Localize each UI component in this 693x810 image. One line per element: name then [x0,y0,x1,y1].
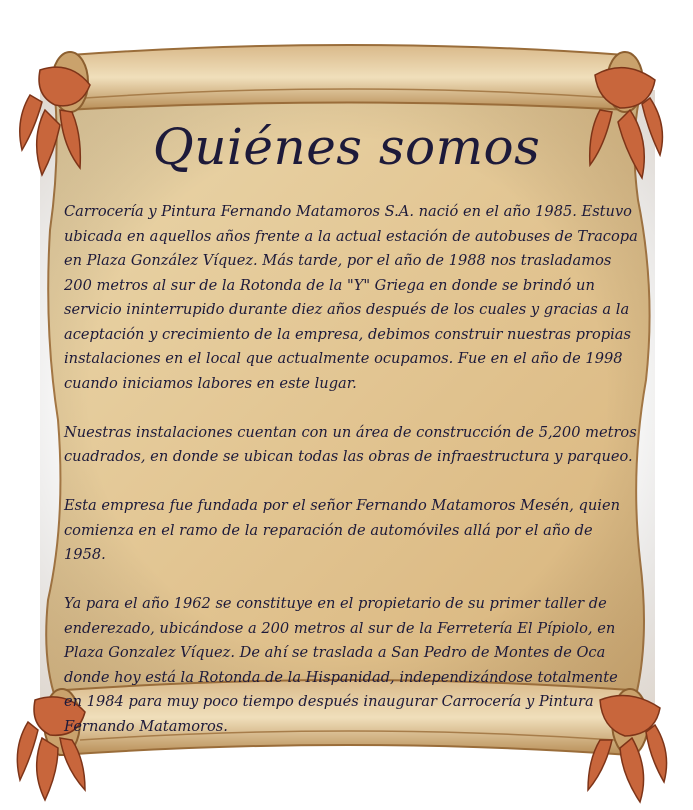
paragraph-facilities: Nuestras instalaciones cuentan con un área de construcción de 5,200 metros cuadrados, en donde se ubican todas las obras de infraestructura y parqueo. [64,423,637,465]
scroll-body [64,200,638,764]
paragraph-founder: Esta empresa fue fundada por el señor Fernando Matamoros Mesén, quien comienza en el ramo de la reparación de automóviles allá por el año de 1958. [64,497,620,563]
page-title: Quiénes somos [152,118,541,176]
paragraph-first-shop: Ya para el año 1962 se constituye en el propietario de su primer taller de enderezado, ubicándose a 200 metros al sur de la Ferretería El Pípiolo, en Plaza Gonzalez Víquez. De ahí se traslada a San Pedro de Montes de Oca donde hoy está la Rotonda de la Hispanidad, independizándose totalmente en 1984 para muy poco tiempo después inaugurar Carrocería y Pintura Fernando Matamoros. [64,595,618,735]
paragraph-history: Carrocería y Pintura Fernando Matamoros S.A. nació en el año 1985. Estuvo ubicada en aquellos años frente a la actual estación de autobuses de Tracopa en Plaza González Víquez. Más tarde, por el año de 1988 nos trasladamos 200 metros al sur de la Rotonda de la "Y" Griega en donde se brindó un servicio ininterrupido durante diez años después de los cuales y gracias a la aceptación y crecimiento de la empresa, debimos construir nuestras propias instalaciones en el local que actualmente ocupamos. Fue en el año de 1998 cuando iniciamos labores en este lugar. [64,203,638,392]
top-roll [52,45,643,112]
